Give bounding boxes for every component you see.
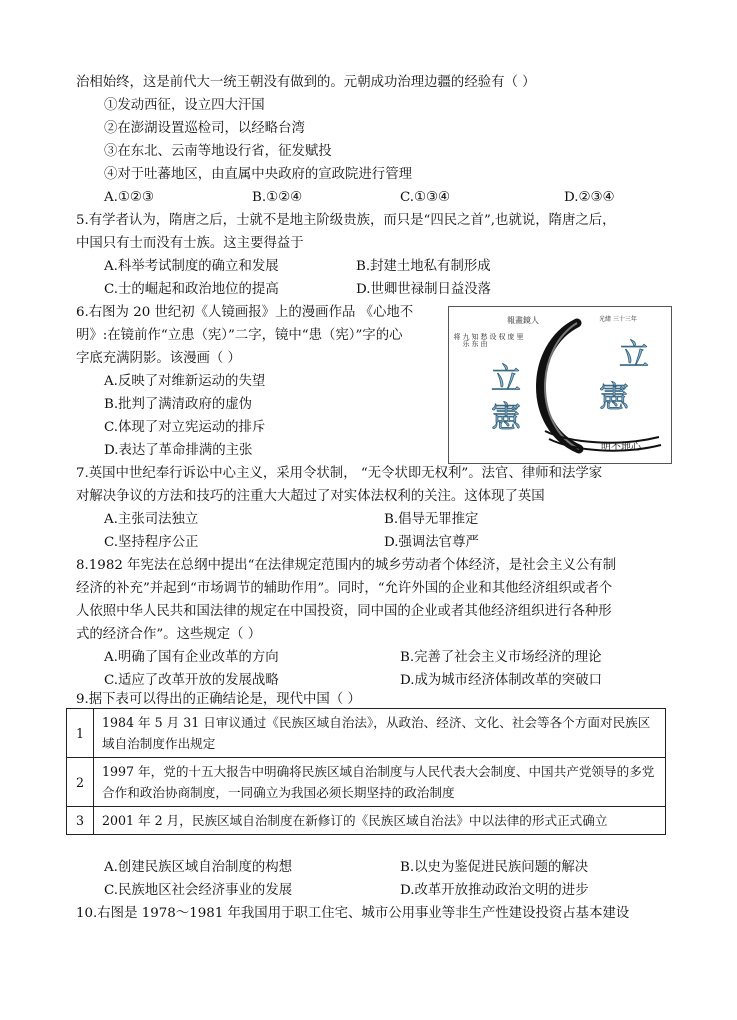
q8-stem-line-2: 经济的补充”并起到“市场调节的辅助作用”。同时，“允许外国的企业和其他经济组织或者个 [76,581,613,596]
q8-option-c[interactable]: C.适应了改革开放的发展战略 [104,673,279,688]
q8-option-b[interactable]: B.完善了社会主义市场经济的理论 [400,650,602,665]
intro-option-d[interactable]: D.②③④ [564,190,615,205]
table-cell-text: 2001 年 2 月，民族区域自治制度在新修订的《民族区域自治法》中以法律的形式正式确立 [94,807,666,835]
q7-option-a[interactable]: A.主张司法独立 [104,512,199,527]
q6-stem-line-1: 6.右图为 20 世纪初《人镜画报》上的漫画作品 《心地不 [76,305,414,320]
intro-line: 治相始终，这是前代大一统王朝没有做到的。元朝成功治理边疆的经验有（ ） [76,75,536,90]
q9-option-c[interactable]: C.民族地区社会经济事业的发展 [104,883,293,898]
q9-table [66,708,666,835]
table-cell-number: 2 [67,758,94,807]
q5-option-b[interactable]: B.封建土地私有制形成 [356,259,491,274]
q8-stem-line-3: 人依照中华人民共和国法律的规定在中国投资，同中国的企业或者其他经济组织进行各种形 [76,604,612,619]
q9-option-a[interactable]: A.创建民族区域自治制度的构想 [104,860,293,875]
q7-stem-line-2: 对解决争议的方法和技巧的注重大大超过了对实体法权利的关注。这体现了英国 [76,489,545,504]
q6-option-a[interactable]: A.反映了对维新运动的失望 [104,374,266,389]
table-cell-text: 1997 年，党的十五大报告中明确将民族区域自治制度与人民代表大会制度、中国共产党领导的多党合作和政治协商制度，一同确立为我国必须长期坚持的政治制度 [94,758,666,807]
q8-option-a[interactable]: A.明确了国有企业改革的方向 [104,650,279,665]
q5-option-d[interactable]: D.世卿世禄制日益没落 [356,282,492,297]
table-row [67,807,666,835]
q5-stem-line-1: 5.有学者认为，隋唐之后，士就不是地主阶级贵族，而只是“四民之首”,也就说，隋唐之后， [76,213,616,228]
q8-option-d[interactable]: D.成为城市经济体制改革的突破口 [400,673,602,688]
q7-option-b[interactable]: B.倡导无罪推定 [384,512,479,527]
cartoon-left-char-1: 立 [491,362,521,397]
q9-option-b[interactable]: B.以史为鉴促进民族问题的解决 [400,860,589,875]
cartoon-right-char-1: 立 [619,338,649,373]
intro-item-3: ③在东北、云南等地设行省，征发赋投 [104,144,332,159]
cartoon-vertical-column: 庞 [507,333,515,340]
intro-option-c[interactable]: C.①③④ [400,190,451,205]
q9-option-d[interactable]: D.改革开放推动政治文明的进步 [400,883,589,898]
cartoon-caption: 明不地心 [601,442,641,453]
q7-stem-line-1: 7.英国中世纪奉行诉讼中心主义，采用令状制， “无令状即无权利”。法官、律师和法学家 [76,466,603,481]
table-cell-number: 3 [67,807,94,835]
cartoon-vertical-column: 愁由 [480,333,488,347]
q6-cartoon-image [448,306,672,464]
intro-item-1: ①发动西征，设立四大汗国 [104,98,265,113]
q7-option-c[interactable]: C.坚持程序公正 [104,535,199,550]
q7-option-d[interactable]: D.强调法官尊严 [384,535,479,550]
intro-item-2: ②在澎湖设置巡检司，以经略台湾 [104,121,305,136]
q6-option-c[interactable]: C.体现了对立宪运动的排斥 [104,420,266,435]
cartoon-vertical-column: 将 [453,333,461,340]
q6-option-b[interactable]: B.批判了满清政府的虚伪 [104,397,253,412]
mirror-drawing [449,307,671,463]
q6-option-d[interactable]: D.表达了革命排满的主张 [104,443,253,458]
cartoon-vertical-text [453,332,524,348]
table-cell-text: 1984 年 5 月 31 日审议通过《民族区域自治法》，从政治、经济、文化、社会等各个方面对民族区域自治制度作出规定 [94,709,666,758]
q5-option-a[interactable]: A.科举考试制度的确立和发展 [104,259,279,274]
cartoon-vertical-column: 九乐 [462,333,470,347]
q6-stem-line-3: 字底充满阴影。该漫画（ ） [76,351,241,366]
q8-stem-line-4: 式的经济合作”。这些规定（ ） [76,627,262,642]
q9-stem: 9.据下表可以得出的正确结论是，现代中国（ ） [76,692,361,707]
q5-option-c[interactable]: C.士的崛起和政治地位的提高 [104,282,279,297]
cartoon-vertical-column: 权 [498,333,506,340]
cartoon-header-date: 光緒 三十三年 [599,316,637,323]
cartoon-header-text: 報畫鏡人 [507,316,539,325]
table-row [67,709,666,758]
cartoon-vertical-column: 知东 [471,333,479,347]
intro-option-b[interactable]: B.①②④ [252,190,303,205]
table-row [67,758,666,807]
cartoon-vertical-column: 设 [489,333,497,340]
cartoon-vertical-column: 里 [516,333,524,340]
q8-stem-line-1: 8.1982 年宪法在总纲中提出“在法律规定范围内的城乡劳动者个体经济，是社会主义公有制 [76,558,617,573]
cartoon-right-char-2: 憲 [599,380,629,415]
q5-stem-line-2: 中国只有士而没有士族。这主要得益于 [76,236,304,251]
intro-option-a[interactable]: A.①②③ [104,190,154,205]
q6-stem-line-2: 明》:在镜前作“立患（宪）”二字，镜中“患（宪）”字的心 [76,328,403,343]
intro-item-4: ④对于吐蕃地区，由直属中央政府的宣政院进行管理 [104,167,412,182]
cartoon-left-char-2: 憲 [491,400,521,435]
q10-stem-line-1: 10.右图是 1978～1981 年我国用于职工住宅、城市公用事业等非生产性建设投资占基本建设 [76,906,630,921]
table-cell-number: 1 [67,709,94,758]
